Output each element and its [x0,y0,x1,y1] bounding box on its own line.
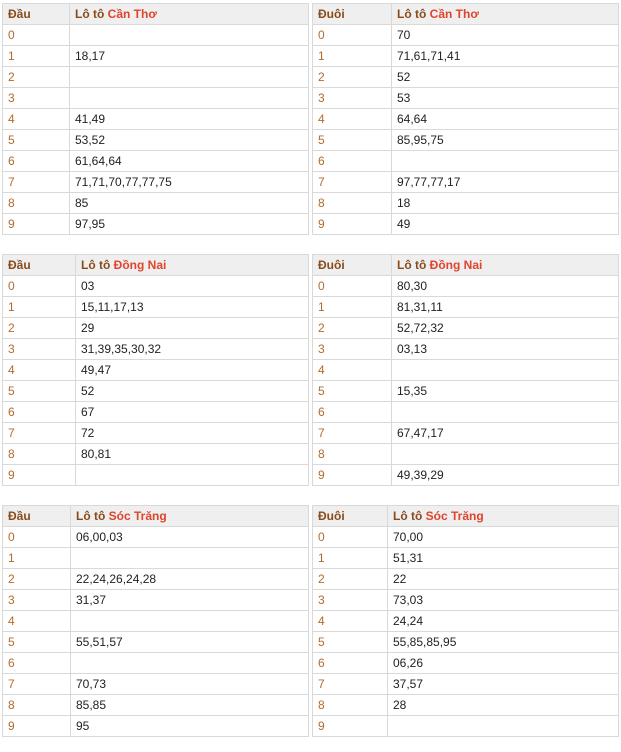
table-row [3,109,309,130]
dau-digit-cell: 8 [3,193,70,214]
loto-values-cell: 70,73 [71,674,309,695]
table-row [3,444,309,465]
header-dau: Đầu [3,506,71,527]
dau-digit-cell: 9 [3,214,70,235]
dau-digit-cell: 6 [3,653,71,674]
table-row [3,172,309,193]
table-row [3,25,309,46]
loto-values-cell: 15,11,17,13 [76,297,309,318]
table-row [3,46,309,67]
loto-values-cell: 53,52 [70,130,309,151]
dau-digit-cell: 1 [3,46,70,67]
loto-values-cell [392,360,619,381]
table-header [3,255,309,276]
table-row [313,674,619,695]
loto-values-cell: 71,71,70,77,77,75 [70,172,309,193]
table-row [313,151,619,172]
loto-values-cell [76,465,309,486]
dau-digit-cell: 8 [3,695,71,716]
loto-values-cell: 18 [392,193,619,214]
header-loto: Lô tô Cần Thơ [70,4,309,25]
duoi-digit-cell: 4 [313,611,388,632]
table-row [313,423,619,444]
dau-digit-cell: 4 [3,360,76,381]
loto-values-cell: 22 [388,569,619,590]
loto-values-cell: 53 [392,88,619,109]
table-row [313,569,619,590]
dau-digit-cell: 4 [3,109,70,130]
duoi-digit-cell: 3 [313,590,388,611]
loto-values-cell [71,653,309,674]
loto-values-cell: 31,39,35,30,32 [76,339,309,360]
loto-values-cell: 85,95,75 [392,130,619,151]
loto-values-cell: 24,24 [388,611,619,632]
table-row [313,318,619,339]
loto-values-cell: 55,85,85,95 [388,632,619,653]
dau-digit-cell: 6 [3,151,70,172]
table-row [3,653,309,674]
header-duoi: Đuôi [313,506,388,527]
dau-digit-cell: 7 [3,172,70,193]
table-row [313,214,619,235]
loto-values-cell: 15,35 [392,381,619,402]
table-header [313,4,619,25]
table-row [3,465,309,486]
dau-digit-cell: 3 [3,590,71,611]
table-row [3,297,309,318]
dau-digit-cell: 0 [3,276,76,297]
loto-values-cell: 97,95 [70,214,309,235]
duoi-digit-cell: 8 [313,193,392,214]
duoi-digit-cell: 5 [313,632,388,653]
table-row [313,172,619,193]
loto-values-cell [71,548,309,569]
duoi-digit-cell: 1 [313,297,392,318]
loto-values-cell: 71,61,71,41 [392,46,619,67]
duoi-digit-cell: 2 [313,318,392,339]
loto-values-cell: 49 [392,214,619,235]
duoi-digit-cell: 1 [313,46,392,67]
loto-values-cell: 41,49 [70,109,309,130]
duoi-digit-cell: 3 [313,88,392,109]
header-loto: Lô tô Sóc Trăng [71,506,309,527]
table-row [313,716,619,737]
loto-duoi-table-dong-nai [312,254,619,486]
duoi-digit-cell: 1 [313,548,388,569]
dau-digit-cell: 9 [3,465,76,486]
duoi-digit-cell: 6 [313,151,392,172]
loto-values-cell [388,716,619,737]
loto-values-cell [392,402,619,423]
table-row [313,695,619,716]
loto-values-cell: 29 [76,318,309,339]
loto-values-cell: 06,00,03 [71,527,309,548]
loto-values-cell: 61,64,64 [70,151,309,172]
dau-digit-cell: 7 [3,674,71,695]
loto-values-cell: 18,17 [70,46,309,67]
duoi-digit-cell: 9 [313,716,388,737]
dau-digit-cell: 4 [3,611,71,632]
loto-values-cell: 81,31,11 [392,297,619,318]
loto-values-cell: 67 [76,402,309,423]
loto-values-cell: 80,81 [76,444,309,465]
duoi-digit-cell: 7 [313,423,392,444]
header-loto: Lô tô Cần Thơ [392,4,619,25]
duoi-digit-cell: 4 [313,360,392,381]
table-row [3,381,309,402]
loto-duoi-table-soc-trang [312,505,619,737]
duoi-digit-cell: 3 [313,339,392,360]
loto-values-cell [392,151,619,172]
loto-values-cell: 80,30 [392,276,619,297]
loto-values-cell: 28 [388,695,619,716]
loto-values-cell: 22,24,26,24,28 [71,569,309,590]
dau-digit-cell: 3 [3,88,70,109]
dau-digit-cell: 3 [3,339,76,360]
table-row [313,590,619,611]
loto-values-cell: 70 [392,25,619,46]
table-row [3,88,309,109]
loto-values-cell: 31,37 [71,590,309,611]
duoi-digit-cell: 2 [313,67,392,88]
dau-digit-cell: 0 [3,527,71,548]
table-header [3,506,309,527]
table-row [313,548,619,569]
duoi-digit-cell: 2 [313,569,388,590]
duoi-digit-cell: 7 [313,172,392,193]
loto-values-cell: 51,31 [388,548,619,569]
header-duoi: Đuôi [313,255,392,276]
table-row [3,569,309,590]
table-row [313,339,619,360]
table-row [3,632,309,653]
loto-values-cell: 95 [71,716,309,737]
table-header [313,506,619,527]
dau-digit-cell: 7 [3,423,76,444]
loto-values-cell: 97,77,77,17 [392,172,619,193]
table-row [313,632,619,653]
loto-values-cell [392,444,619,465]
loto-values-cell: 37,57 [388,674,619,695]
table-row [313,46,619,67]
table-row [3,67,309,88]
header-loto: Lô tô Đồng Nai [76,255,309,276]
duoi-digit-cell: 6 [313,402,392,423]
loto-values-cell: 52 [76,381,309,402]
loto-values-cell: 55,51,57 [71,632,309,653]
table-row [313,25,619,46]
table-row [313,360,619,381]
duoi-digit-cell: 6 [313,653,388,674]
table-row [313,381,619,402]
table-row [3,527,309,548]
loto-values-cell: 85 [70,193,309,214]
loto-values-cell: 72 [76,423,309,444]
table-row [3,276,309,297]
table-row [3,318,309,339]
duoi-digit-cell: 7 [313,674,388,695]
dau-digit-cell: 6 [3,402,76,423]
table-row [3,695,309,716]
table-row [313,193,619,214]
table-row [313,527,619,548]
duoi-digit-cell: 9 [313,214,392,235]
dau-digit-cell: 8 [3,444,76,465]
dau-digit-cell: 5 [3,130,70,151]
table-row [3,423,309,444]
loto-values-cell: 70,00 [388,527,619,548]
loto-dau-table-soc-trang [2,505,309,737]
loto-values-cell: 49,47 [76,360,309,381]
loto-values-cell: 73,03 [388,590,619,611]
table-row [3,130,309,151]
dau-digit-cell: 2 [3,67,70,88]
duoi-digit-cell: 8 [313,695,388,716]
loto-values-cell: 06,26 [388,653,619,674]
table-row [3,674,309,695]
duoi-digit-cell: 8 [313,444,392,465]
loto-values-cell [70,88,309,109]
table-row [313,611,619,632]
loto-values-cell: 67,47,17 [392,423,619,444]
table-row [313,88,619,109]
header-dau: Đầu [3,4,70,25]
header-loto: Lô tô Sóc Trăng [388,506,619,527]
duoi-digit-cell: 9 [313,465,392,486]
dau-digit-cell: 2 [3,318,76,339]
table-header [3,4,309,25]
duoi-digit-cell: 0 [313,25,392,46]
table-row [313,297,619,318]
header-duoi: Đuôi [313,4,392,25]
dau-digit-cell: 2 [3,569,71,590]
table-row [3,611,309,632]
table-row [3,548,309,569]
dau-digit-cell: 5 [3,381,76,402]
header-loto: Lô tô Đồng Nai [392,255,619,276]
table-row [313,67,619,88]
loto-dau-table-can-tho [2,3,309,235]
table-row [313,465,619,486]
table-row [3,402,309,423]
header-dau: Đầu [3,255,76,276]
loto-values-cell: 52,72,32 [392,318,619,339]
table-row [313,402,619,423]
dau-digit-cell: 5 [3,632,71,653]
table-row [313,109,619,130]
loto-values-cell: 64,64 [392,109,619,130]
table-row [313,653,619,674]
dau-digit-cell: 1 [3,297,76,318]
table-row [3,193,309,214]
dau-digit-cell: 0 [3,25,70,46]
dau-digit-cell: 1 [3,548,71,569]
table-row [313,276,619,297]
table-header [313,255,619,276]
table-row [3,214,309,235]
loto-values-cell: 03,13 [392,339,619,360]
loto-dau-table-dong-nai [2,254,309,486]
loto-values-cell: 85,85 [71,695,309,716]
table-row [3,151,309,172]
loto-values-cell: 03 [76,276,309,297]
table-row [313,444,619,465]
duoi-digit-cell: 0 [313,276,392,297]
duoi-digit-cell: 0 [313,527,388,548]
dau-digit-cell: 9 [3,716,71,737]
duoi-digit-cell: 5 [313,130,392,151]
table-row [3,339,309,360]
duoi-digit-cell: 5 [313,381,392,402]
loto-values-cell: 49,39,29 [392,465,619,486]
table-row [3,590,309,611]
table-row [3,716,309,737]
loto-values-cell: 52 [392,67,619,88]
duoi-digit-cell: 4 [313,109,392,130]
loto-duoi-table-can-tho [312,3,619,235]
loto-values-cell [70,25,309,46]
loto-values-cell [70,67,309,88]
loto-values-cell [71,611,309,632]
table-row [3,360,309,381]
table-row [313,130,619,151]
